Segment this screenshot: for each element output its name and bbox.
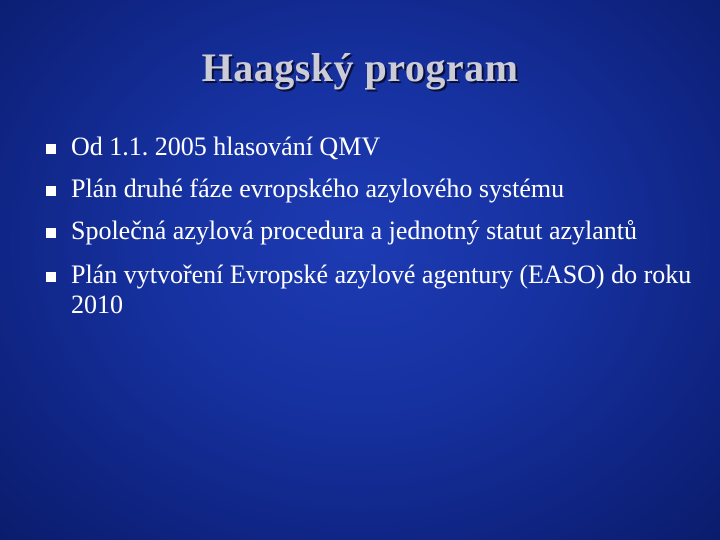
bullet-text: Plán druhé fáze evropského azylového systému	[71, 174, 565, 203]
bullet-text: Společná azylová procedura a jednotný statut azylantů	[71, 216, 638, 245]
square-bullet-icon	[46, 144, 56, 154]
slide-title: Haagský program	[201, 45, 519, 90]
bullet-item	[46, 216, 696, 246]
square-bullet-icon	[46, 272, 56, 282]
bullet-text: Plán vytvoření Evropské azylové agentury (EASO) do roku 2010	[71, 260, 692, 319]
bullet-item	[46, 174, 696, 204]
bullet-list	[46, 132, 696, 334]
bullet-item	[46, 260, 696, 320]
square-bullet-icon	[46, 186, 56, 196]
bullet-item	[46, 132, 696, 162]
square-bullet-icon	[46, 228, 56, 238]
bullet-text: Od 1.1. 2005 hlasování QMV	[71, 132, 381, 161]
